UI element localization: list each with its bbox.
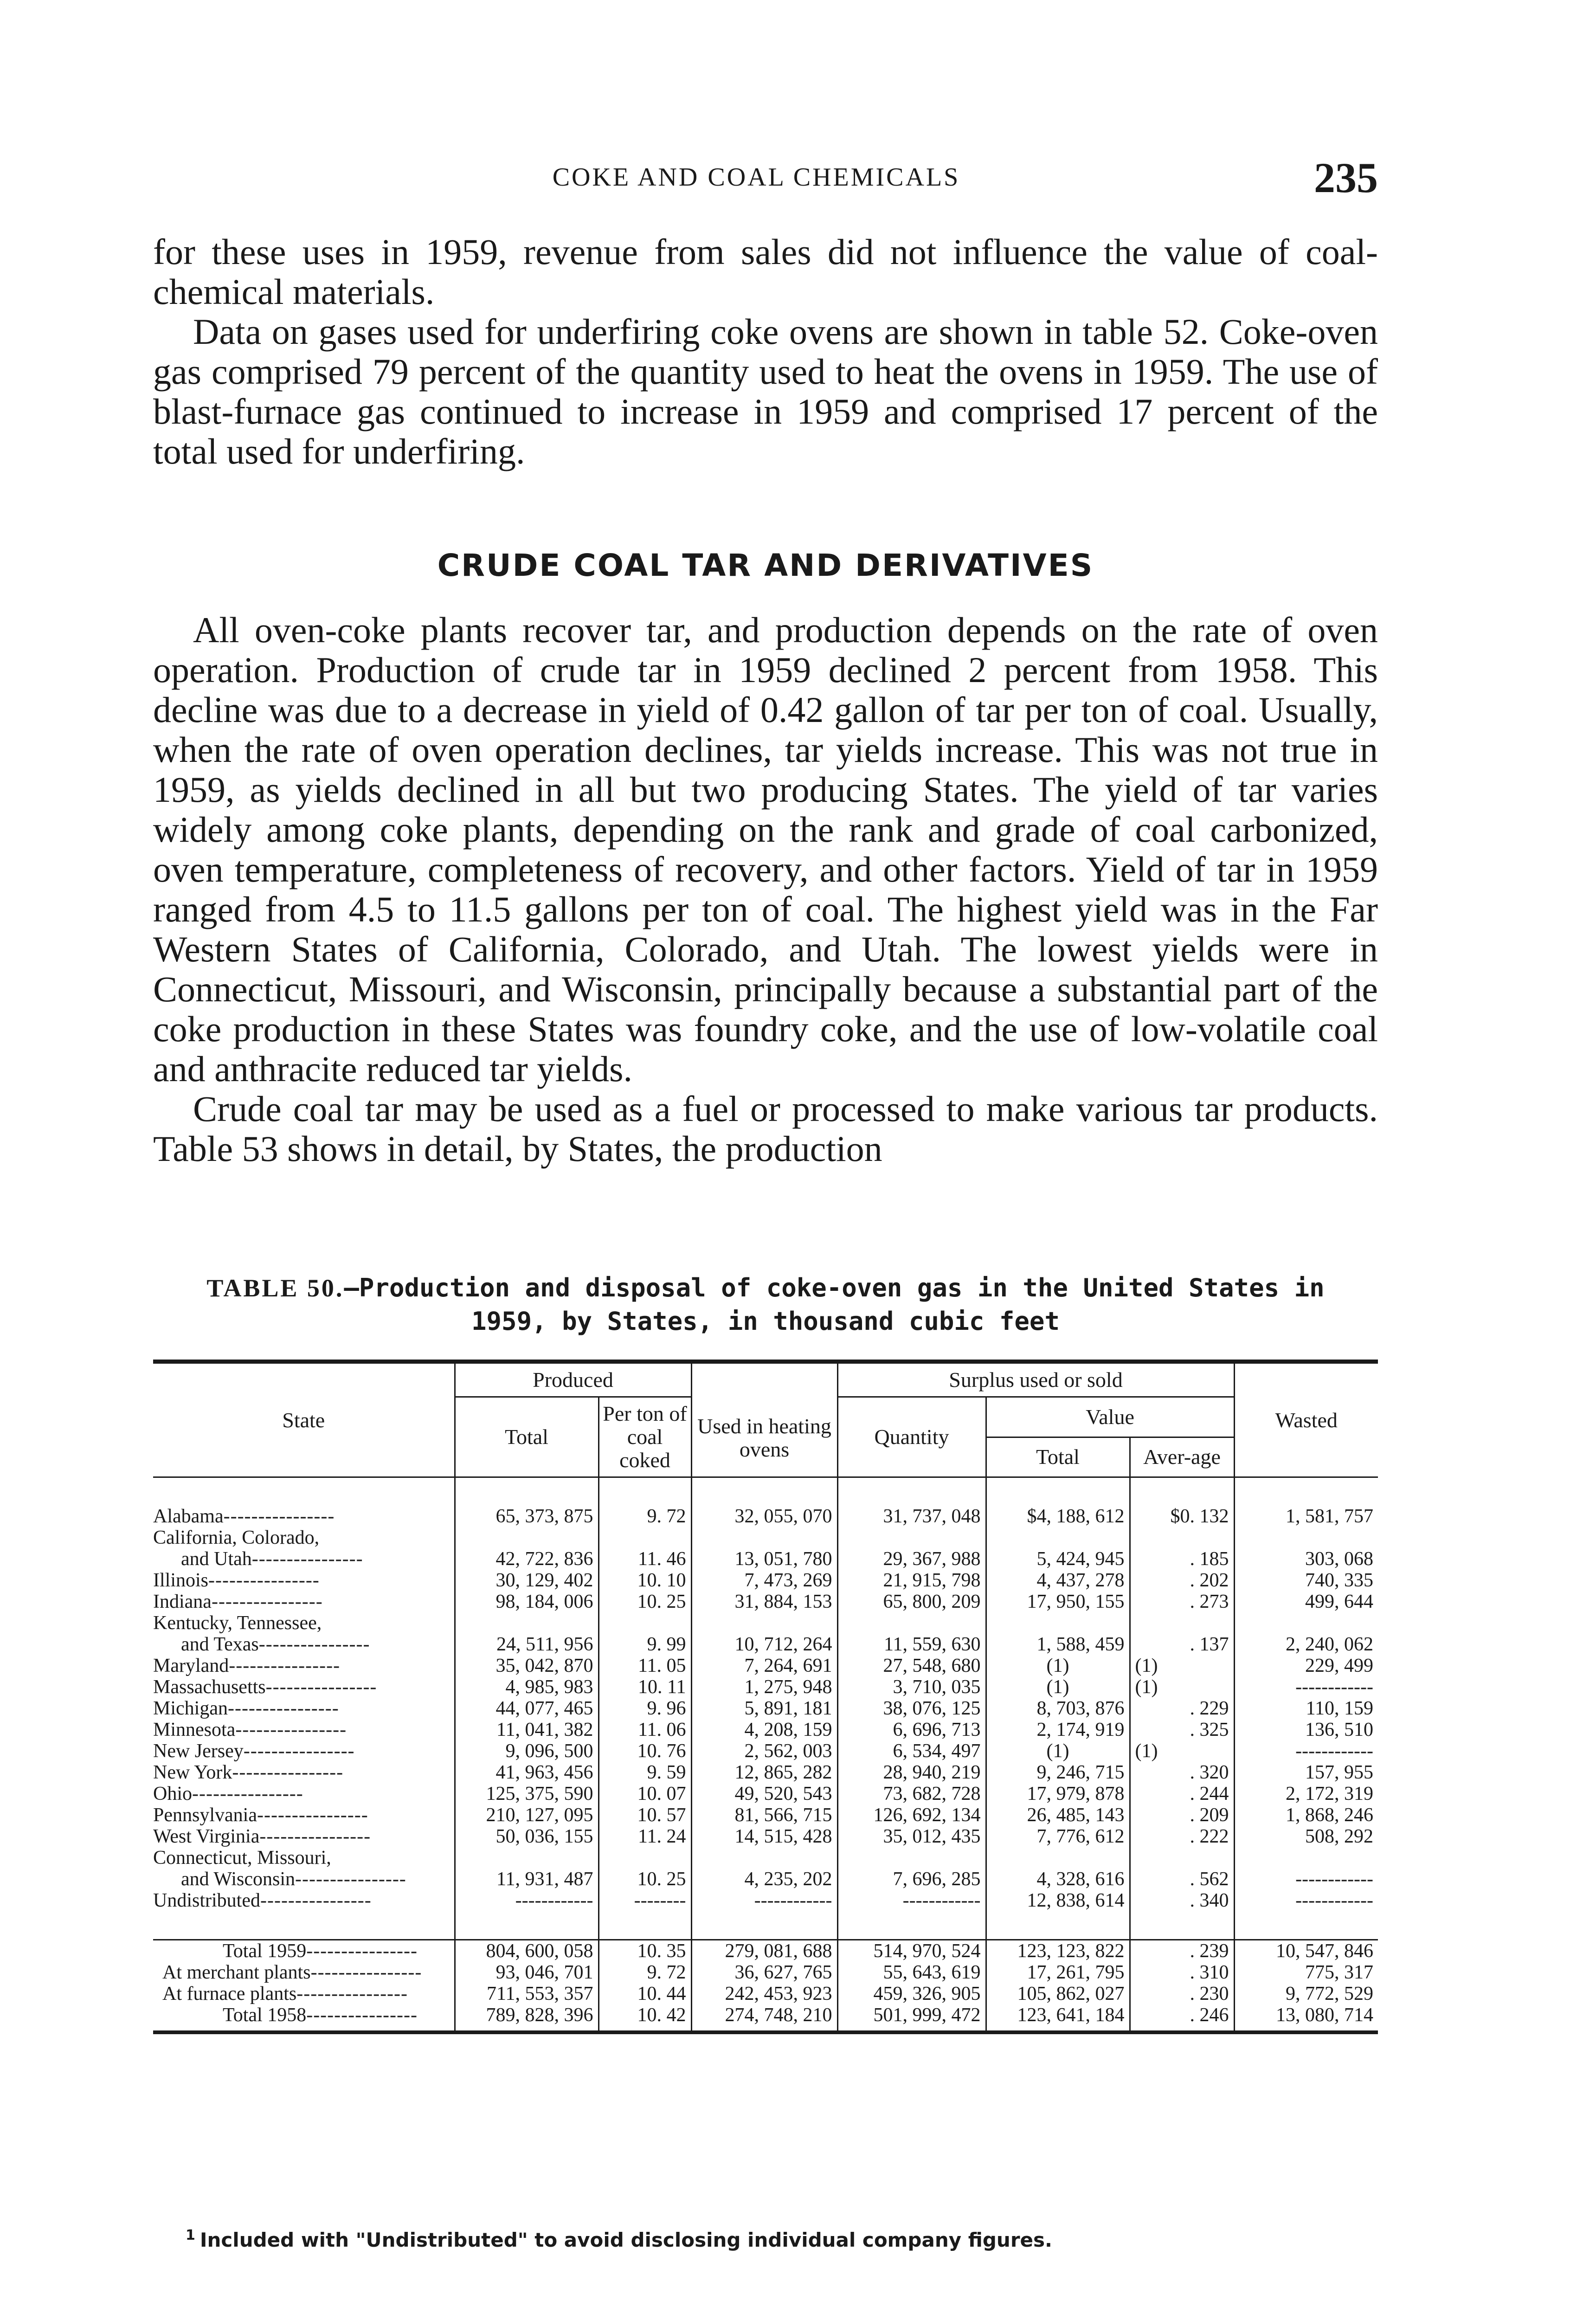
wasted: 1, 868, 246 [1234, 1804, 1378, 1826]
value-average: . 310 [1130, 1962, 1234, 1983]
per-ton: 9. 59 [598, 1762, 691, 1783]
leader-dots: ---------------- [192, 1783, 303, 1804]
state-name: Maryland---------------- [153, 1655, 341, 1676]
produced-total: 9, 096, 500 [455, 1740, 598, 1762]
state-name: Total 1959---------------- [153, 1940, 455, 1962]
leader-dots: ---------------- [296, 1983, 408, 2004]
value-total: 7, 776, 612 [986, 1826, 1130, 1847]
produced-total: 30, 129, 402 [455, 1570, 598, 1591]
produced-total: 125, 375, 590 [455, 1783, 598, 1804]
leader-dots: ---------------- [232, 1762, 344, 1783]
produced-total: 24, 511, 956 [455, 1634, 598, 1655]
table-title-line2: 1959, by States, in thousand cubic feet [471, 1307, 1060, 1336]
leader-dots: ---------------- [208, 1570, 320, 1591]
table-footnote [186, 2227, 1392, 2251]
value-average: (1) [1130, 1740, 1234, 1762]
table-caption [153, 1271, 1378, 1338]
leader-dots: ---------------- [211, 1591, 323, 1612]
value-total: 12, 838, 614 [986, 1890, 1130, 1911]
surplus-quantity: 55, 643, 619 [837, 1962, 986, 1983]
value-total: $4, 188, 612 [986, 1506, 1130, 1527]
table-row [153, 1506, 1378, 1527]
produced-total: 210, 127, 095 [455, 1804, 598, 1826]
per-ton: 10. 07 [598, 1783, 691, 1804]
wasted: ------------ [1234, 1869, 1378, 1890]
value-total: 123, 123, 822 [986, 1940, 1130, 1962]
value-average: . 273 [1130, 1591, 1234, 1612]
per-ton: 11. 24 [598, 1826, 691, 1847]
value-average: . 229 [1130, 1698, 1234, 1719]
per-ton: -------- [598, 1890, 691, 1911]
running-header [153, 153, 1378, 204]
per-ton: 9. 72 [598, 1962, 691, 1983]
value-average: . 320 [1130, 1762, 1234, 1783]
state-name-cont: and Texas---------------- [181, 1634, 370, 1655]
wasted: 740, 335 [1234, 1570, 1378, 1591]
used-heating: 7, 473, 269 [691, 1570, 837, 1591]
state-name: Connecticut, Missouri, [153, 1847, 331, 1869]
used-heating: 81, 566, 715 [691, 1804, 837, 1826]
leader-dots: ---------------- [310, 1962, 422, 1983]
value-total: 1, 588, 459 [986, 1634, 1130, 1655]
per-ton: 11. 06 [598, 1719, 691, 1740]
produced-total: 41, 963, 456 [455, 1762, 598, 1783]
state-name: Illinois---------------- [153, 1570, 320, 1591]
produced-total: 93, 046, 701 [455, 1962, 598, 1983]
wasted: 10, 547, 846 [1234, 1940, 1378, 1962]
leader-dots: ---------------- [306, 2004, 418, 2026]
surplus-quantity: 126, 692, 134 [837, 1804, 986, 1826]
produced-total: 98, 184, 006 [455, 1591, 598, 1612]
header-per-ton: Per ton of coal coked [598, 1397, 691, 1477]
table-row [153, 1719, 1378, 1740]
per-ton: 10. 44 [598, 1983, 691, 2004]
table-row [153, 1591, 1378, 1612]
per-ton: 9. 96 [598, 1698, 691, 1719]
table-row [153, 1804, 1378, 1826]
leader-dots: ---------------- [257, 1804, 368, 1826]
surplus-quantity: 11, 559, 630 [837, 1634, 986, 1655]
used-heating: 242, 453, 923 [691, 1983, 837, 2004]
wasted: 229, 499 [1234, 1655, 1378, 1676]
wasted: ------------ [1234, 1740, 1378, 1762]
used-heating: 1, 275, 948 [691, 1676, 837, 1698]
leader-dots: ---------------- [295, 1869, 406, 1890]
wasted: 303, 068 [1234, 1548, 1378, 1570]
value-total: 17, 979, 878 [986, 1783, 1130, 1804]
value-average: (1) [1130, 1655, 1234, 1676]
table-row [153, 1869, 1378, 1890]
state-name: At merchant plants---------------- [162, 1962, 422, 1983]
per-ton: 10. 35 [598, 1940, 691, 1962]
used-heating: 279, 081, 688 [691, 1940, 837, 1962]
wasted: 1, 581, 757 [1234, 1506, 1378, 1527]
coke-oven-gas-table [153, 1360, 1378, 2034]
surplus-quantity: 6, 696, 713 [837, 1719, 986, 1740]
value-total: 4, 328, 616 [986, 1869, 1130, 1890]
state-name: Undistributed---------------- [153, 1890, 372, 1911]
value-average: . 562 [1130, 1869, 1234, 1890]
table-row [153, 1698, 1378, 1719]
used-heating: 32, 055, 070 [691, 1506, 837, 1527]
value-average: $0. 132 [1130, 1506, 1234, 1527]
surplus-quantity: 31, 737, 048 [837, 1506, 986, 1527]
state-name: New Jersey---------------- [153, 1740, 355, 1762]
value-average: . 244 [1130, 1783, 1234, 1804]
per-ton: 10. 25 [598, 1591, 691, 1612]
wasted: 9, 772, 529 [1234, 1983, 1378, 2004]
produced-total: 11, 931, 487 [455, 1869, 598, 1890]
surplus-quantity: 28, 940, 219 [837, 1762, 986, 1783]
per-ton: 10. 76 [598, 1740, 691, 1762]
value-average: . 246 [1130, 2004, 1234, 2032]
header-used-heating: Used in heating ovens [691, 1362, 837, 1477]
table-row [153, 1983, 1378, 2004]
wasted: 508, 292 [1234, 1826, 1378, 1847]
value-average: . 325 [1130, 1719, 1234, 1740]
wasted: 499, 644 [1234, 1591, 1378, 1612]
used-heating: 12, 865, 282 [691, 1762, 837, 1783]
value-total: (1) [986, 1676, 1130, 1698]
table-row [153, 1740, 1378, 1762]
produced-total: ------------ [455, 1890, 598, 1911]
surplus-quantity: 7, 696, 285 [837, 1869, 986, 1890]
state-name: Total 1958---------------- [223, 2004, 418, 2026]
wasted: 157, 955 [1234, 1762, 1378, 1783]
table-row [153, 1762, 1378, 1783]
leader-dots: ---------------- [251, 1548, 363, 1570]
used-heating: 274, 748, 210 [691, 2004, 837, 2032]
surplus-quantity: 35, 012, 435 [837, 1826, 986, 1847]
value-total: 5, 424, 945 [986, 1548, 1130, 1570]
per-ton: 10. 25 [598, 1869, 691, 1890]
per-ton: 9. 99 [598, 1634, 691, 1655]
leader-dots: ---------------- [223, 1506, 335, 1527]
leader-dots: ---------------- [258, 1634, 370, 1655]
wasted: 2, 172, 319 [1234, 1783, 1378, 1804]
table-row [153, 1962, 1378, 1983]
leader-dots: ---------------- [235, 1719, 347, 1740]
footnote-mark: 1 [186, 2227, 195, 2243]
value-total: (1) [986, 1655, 1130, 1676]
wasted: ------------ [1234, 1676, 1378, 1698]
header-surplus: Surplus used or sold [837, 1362, 1234, 1397]
per-ton: 10. 10 [598, 1570, 691, 1591]
surplus-quantity: 459, 326, 905 [837, 1983, 986, 2004]
header-value-total: Total [986, 1437, 1130, 1477]
leader-dots: ---------------- [265, 1676, 377, 1698]
used-heating: 4, 208, 159 [691, 1719, 837, 1740]
value-total: 105, 862, 027 [986, 1983, 1130, 2004]
surplus-quantity: 3, 710, 035 [837, 1676, 986, 1698]
value-average: . 209 [1130, 1804, 1234, 1826]
table-row-total [153, 1940, 1378, 1962]
wasted: ------------ [1234, 1890, 1378, 1911]
header-quantity: Quantity [837, 1397, 986, 1477]
header-average: Aver-age [1130, 1437, 1234, 1477]
header-produced: Produced [455, 1362, 691, 1397]
header-wasted: Wasted [1234, 1362, 1378, 1477]
used-heating: ------------ [691, 1890, 837, 1911]
table-number: TABLE 50. [206, 1274, 344, 1302]
value-average: (1) [1130, 1676, 1234, 1698]
value-total: 8, 703, 876 [986, 1698, 1130, 1719]
value-total: 9, 246, 715 [986, 1762, 1130, 1783]
produced-total: 50, 036, 155 [455, 1826, 598, 1847]
value-average: . 222 [1130, 1826, 1234, 1847]
state-name: Alabama---------------- [153, 1506, 335, 1527]
state-name: Massachusetts---------------- [153, 1676, 377, 1698]
surplus-quantity: 27, 548, 680 [837, 1655, 986, 1676]
table-row [153, 2004, 1378, 2032]
table-row [153, 1826, 1378, 1847]
produced-total: 4, 985, 983 [455, 1676, 598, 1698]
produced-total: 789, 828, 396 [455, 2004, 598, 2032]
value-total: 17, 261, 795 [986, 1962, 1130, 1983]
surplus-quantity: 501, 999, 472 [837, 2004, 986, 2032]
state-name: West Virginia---------------- [153, 1826, 371, 1847]
per-ton: 9. 72 [598, 1506, 691, 1527]
paragraph-tar-uses: Crude coal tar may be used as a fuel or processed to make various tar products. Table 53 shows in detail, by States, the production [153, 1089, 1378, 1169]
table-row [153, 1890, 1378, 1911]
produced-total: 804, 600, 058 [455, 1940, 598, 1962]
section-text [153, 610, 1378, 1169]
produced-total: 42, 722, 836 [455, 1548, 598, 1570]
value-average: . 185 [1130, 1548, 1234, 1570]
value-average: . 340 [1130, 1890, 1234, 1911]
wasted: 110, 159 [1234, 1698, 1378, 1719]
footnote-text: Included with "Undistributed" to avoid disclosing individual company figures. [200, 2229, 1052, 2251]
used-heating: 5, 891, 181 [691, 1698, 837, 1719]
header-produced-total: Total [455, 1397, 598, 1477]
used-heating: 14, 515, 428 [691, 1826, 837, 1847]
intro-text [153, 232, 1378, 471]
per-ton: 11. 46 [598, 1548, 691, 1570]
leader-dots: ---------------- [229, 1655, 341, 1676]
used-heating: 31, 884, 153 [691, 1591, 837, 1612]
leader-dots: ---------------- [259, 1826, 371, 1847]
state-name: Minnesota---------------- [153, 1719, 347, 1740]
state-name: At furnace plants---------------- [162, 1983, 408, 2004]
leader-dots: ---------------- [260, 1890, 372, 1911]
surplus-quantity: ------------ [837, 1890, 986, 1911]
state-name: New York---------------- [153, 1762, 344, 1783]
leader-dots: ---------------- [306, 1940, 418, 1962]
used-heating: 10, 712, 264 [691, 1634, 837, 1655]
used-heating: 4, 235, 202 [691, 1869, 837, 1890]
surplus-quantity: 29, 367, 988 [837, 1548, 986, 1570]
produced-total: 65, 373, 875 [455, 1506, 598, 1527]
table-row [153, 1655, 1378, 1676]
wasted: 13, 080, 714 [1234, 2004, 1378, 2032]
surplus-quantity: 73, 682, 728 [837, 1783, 986, 1804]
value-average: . 230 [1130, 1983, 1234, 2004]
value-total: 26, 485, 143 [986, 1804, 1130, 1826]
state-name: Indiana---------------- [153, 1591, 323, 1612]
per-ton: 11. 05 [598, 1655, 691, 1676]
table-row [153, 1847, 1378, 1869]
surplus-quantity: 65, 800, 209 [837, 1591, 986, 1612]
page-number: 235 [1314, 154, 1378, 201]
value-total: 123, 641, 184 [986, 2004, 1130, 2032]
state-name: Michigan---------------- [153, 1698, 339, 1719]
value-average: . 239 [1130, 1940, 1234, 1962]
produced-total: 35, 042, 870 [455, 1655, 598, 1676]
paragraph-continued: for these uses in 1959, revenue from sales did not influence the value of coal-chemical materials. [153, 232, 1378, 312]
table-row [153, 1634, 1378, 1655]
produced-total: 711, 553, 357 [455, 1983, 598, 2004]
value-average: . 137 [1130, 1634, 1234, 1655]
state-name: California, Colorado, [153, 1527, 320, 1548]
wasted: 136, 510 [1234, 1719, 1378, 1740]
produced-total: 44, 077, 465 [455, 1698, 598, 1719]
value-total: 2, 174, 919 [986, 1719, 1130, 1740]
per-ton: 10. 11 [598, 1676, 691, 1698]
state-name-cont: and Utah---------------- [181, 1548, 363, 1570]
surplus-quantity: 6, 534, 497 [837, 1740, 986, 1762]
paragraph-tar-recovery: All oven-coke plants recover tar, and production depends on the rate of oven operation. Production of crude tar in 1959 declined 2 percent from 1958. This decline was due to a decrease in yield of 0.42 gallon of tar per ton of coal. Usually, when the rate of oven operation declines, tar yields increase. This was not true in 1959, as yields declined in all but two producing States. The yield of tar varies widely among coke plants, depending on the rank and grade of coal carbonized, oven temperature, completeness of recovery, and other factors. Yield of tar in 1959 ranged from 4.5 to 11.5 gallons per ton of coal. The highest yield was in the Far Western States of California, Colorado, and Utah. The lowest yields were in Connecticut, Missouri, and Wisconsin, principally because a substantial part of the coke production in these States was foundry coke, and the use of low-volatile coal and anthracite reduced tar yields. [153, 610, 1378, 1089]
value-total: 4, 437, 278 [986, 1570, 1130, 1591]
table-row [153, 1676, 1378, 1698]
table-row [153, 1527, 1378, 1548]
header-value: Value [986, 1397, 1234, 1437]
surplus-quantity: 514, 970, 524 [837, 1940, 986, 1962]
value-total: (1) [986, 1740, 1130, 1762]
paragraph-underfiring: Data on gases used for underfiring coke ovens are shown in table 52. Coke-oven gas comprised 79 percent of the quantity used to heat the ovens in 1959. The use of blast-furnace gas continued to increase in 1959 and comprised 17 percent of the total used for underfiring. [153, 311, 1378, 471]
state-name-cont: and Wisconsin---------------- [181, 1869, 406, 1890]
used-heating: 49, 520, 543 [691, 1783, 837, 1804]
used-heating: 13, 051, 780 [691, 1548, 837, 1570]
leader-dots: ---------------- [243, 1740, 355, 1762]
used-heating: 2, 562, 003 [691, 1740, 837, 1762]
produced-total: 11, 041, 382 [455, 1719, 598, 1740]
section-heading: CRUDE COAL TAR AND DERIVATIVES [437, 548, 1094, 583]
table-row [153, 1612, 1378, 1634]
surplus-quantity: 38, 076, 125 [837, 1698, 986, 1719]
used-heating: 36, 627, 765 [691, 1962, 837, 1983]
header-state: State [153, 1362, 455, 1477]
leader-dots: ---------------- [227, 1698, 339, 1719]
surplus-quantity: 21, 915, 798 [837, 1570, 986, 1591]
table-title-line1: —Production and disposal of coke-oven gas in the United States in [344, 1273, 1325, 1302]
used-heating: 7, 264, 691 [691, 1655, 837, 1676]
running-title: COKE AND COAL CHEMICALS [552, 163, 960, 192]
wasted: 2, 240, 062 [1234, 1634, 1378, 1655]
table-row [153, 1548, 1378, 1570]
wasted: 775, 317 [1234, 1962, 1378, 1983]
state-name: Kentucky, Tennessee, [153, 1612, 322, 1634]
table-row [153, 1570, 1378, 1591]
per-ton: 10. 57 [598, 1804, 691, 1826]
per-ton: 10. 42 [598, 2004, 691, 2032]
value-average: . 202 [1130, 1570, 1234, 1591]
state-name: Pennsylvania---------------- [153, 1804, 368, 1826]
value-total: 17, 950, 155 [986, 1591, 1130, 1612]
state-name: Ohio---------------- [153, 1783, 303, 1804]
table-row [153, 1783, 1378, 1804]
